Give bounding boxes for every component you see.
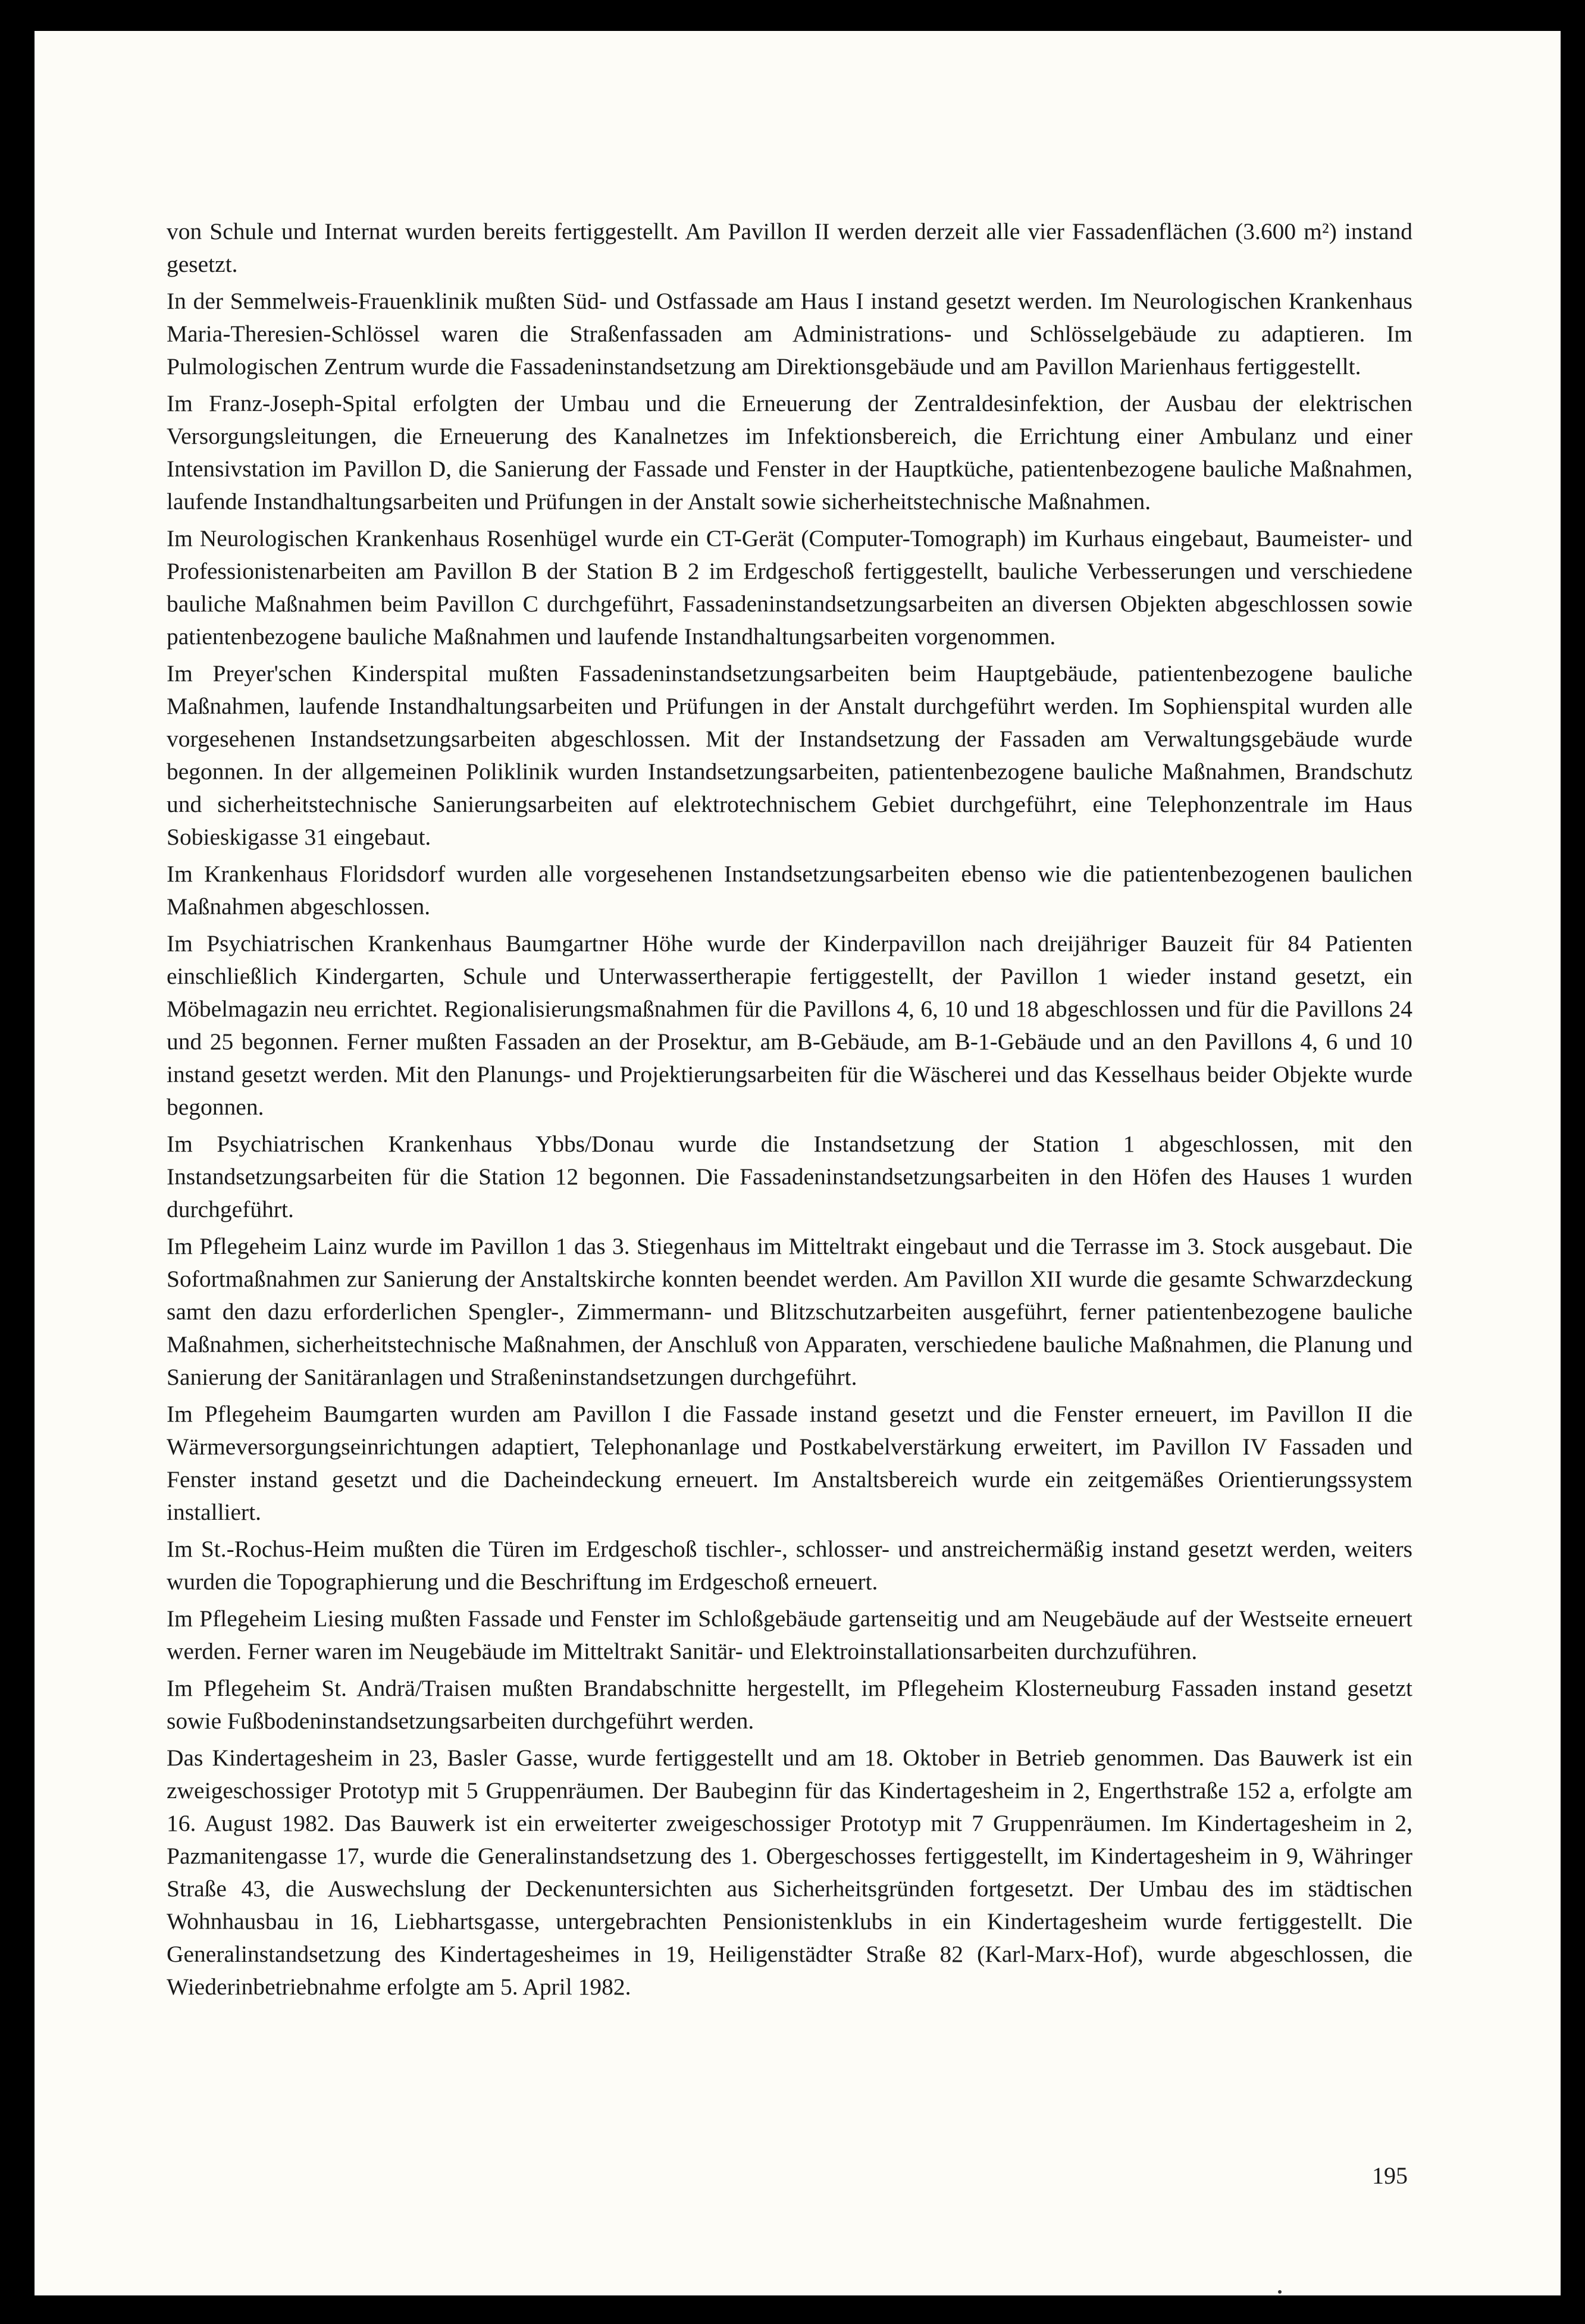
page-number: 195 [1372,2162,1408,2189]
paragraph: Im St.-Rochus-Heim mußten die Türen im Erdgeschoß tischler-, schlosser- und anstreichermäßig instand gesetzt werden, weiters wurden die Topographierung und die Beschriftung im Erdgeschoß erneuert. [167,1536,1412,1595]
paragraph: In der Semmelweis-Frauenklinik mußten Süd- und Ostfassade am Haus I instand gesetzt werden. Im Neurologischen Krankenhaus Maria-Theresien-Schlössel waren die Straßenfassaden am Administrations- und Schlösselgebäude zu adaptieren. Im Pulmologischen Zentrum wurde die Fassadeninstandsetzung am Direktionsgebäude und am Pavillon Marienhaus fertiggestellt. [167,288,1412,380]
paragraph: Im Pflegeheim Baumgarten wurden am Pavillon I die Fassade instand gesetzt und die Fenster erneuert, im Pavillon II die Wärmeversorgungseinrichtungen adaptiert, Telephonanlage und Postkabelverstärkung erweitert, im Pavillon IV Fassaden und Fenster instand gesetzt und die Dacheindeckung erneuert. Im Anstaltsbereich wurde ein zeitgemäßes Orientierungssystem installiert. [167,1401,1412,1525]
document-page [35,31,1561,2295]
paragraph: Das Kindertagesheim in 23, Basler Gasse, wurde fertiggestellt und am 18. Oktober in Betrieb genommen. Das Bauwerk ist ein zweigeschossiger Prototyp mit 5 Gruppenräumen. Der Baubeginn für das Kindertagesheim in 2, Engerthstraße 152 a, erfolgte am 16. August 1982. Das Bauwerk ist ein erweiterter zweigeschossiger Prototyp mit 7 Gruppenräumen. Im Kindertagesheim in 2, Pazmanitengasse 17, wurde die Generalinstandsetzung des 1. Obergeschosses fertiggestellt, im Kindertagesheim in 9, Währinger Straße 43, die Auswechslung der Deckenuntersichten aus Sicherheitsgründen fortgesetzt. Der Umbau des im städtischen Wohnhausbau in 16, Liebhartsgasse, untergebrachten Pensionistenklubs in ein Kindertagesheim wurde fertiggestellt. Die Generalinstandsetzung des Kindertagesheimes in 19, Heiligenstädter Straße 82 (Karl-Marx-Hof), wurde abgeschlossen, die Wiederinbetriebnahme erfolgte am 5. April 1982. [167,1745,1412,2000]
paragraph: Im Psychiatrischen Krankenhaus Ybbs/Donau wurde die Instandsetzung der Station 1 abgeschlossen, mit den Instandsetzungsarbeiten für die Station 12 begonnen. Die Fassadeninstandsetzungsarbeiten in den Höfen des Hauses 1 wurden durchgeführt. [167,1131,1412,1222]
paragraph: Im Pflegeheim Lainz wurde im Pavillon 1 das 3. Stiegenhaus im Mitteltrakt eingebaut und die Terrasse im 3. Stock ausgebaut. Die Sofortmaßnahmen zur Sanierung der Anstaltskirche konnten beendet werden. Am Pavillon XII wurde die gesamte Schwarzdeckung samt den dazu erforderlichen Spengler-, Zimmermann- und Blitzschutzarbeiten ausgeführt, ferner patientenbezogene bauliche Maßnahmen, sicherheitstechnische Maßnahmen, der Anschluß von Apparaten, verschiedene bauliche Maßnahmen, die Planung und Sanierung der Sanitäranlagen und Straßeninstandsetzungen durchgeführt. [167,1233,1412,1390]
paragraph: Im Neurologischen Krankenhaus Rosenhügel wurde ein CT-Gerät (Computer-Tomograph) im Kurhaus eingebaut, Baumeister- und Professionistenarbeiten am Pavillon B der Station B 2 im Erdgeschoß fertiggestellt, bauliche Verbesserungen und verschiedene bauliche Maßnahmen beim Pavillon C durchgeführt, Fassadeninstandsetzungsarbeiten an diversen Objekten abgeschlossen sowie patientenbezogene bauliche Maßnahmen und laufende Instandhaltungsarbeiten vorgenommen. [167,525,1412,650]
paragraph: Im Pflegeheim St. Andrä/Traisen mußten Brandabschnitte hergestellt, im Pflegeheim Klosterneuburg Fassaden instand gesetzt sowie Fußbodeninstandsetzungsarbeiten durchgeführt werden. [167,1675,1412,1734]
paragraph: Im Krankenhaus Floridsdorf wurden alle vorgesehenen Instandsetzungsarbeiten ebenso wie die patientenbezogenen baulichen Maßnahmen abgeschlossen. [167,861,1412,920]
scan-speck [1278,2290,1282,2294]
paragraph: Im Psychiatrischen Krankenhaus Baumgartner Höhe wurde der Kinderpavillon nach dreijähriger Bauzeit für 84 Patienten einschließlich Kindergarten, Schule und Unterwassertherapie fertiggestellt, der Pavillon 1 wieder instand gesetzt, ein Möbelmagazin neu errichtet. Regionalisierungsmaßnahmen für die Pavillons 4, 6, 10 und 18 abgeschlossen und für die Pavillons 24 und 25 begonnen. Ferner mußten Fassaden an der Prosektur, am B-Gebäude, am B-1-Gebäude und an den Pavillons 4, 6 und 10 instand gesetzt werden. Mit den Planungs- und Projektierungsarbeiten für die Wäscherei und das Kesselhaus beider Objekte wurde begonnen. [167,930,1412,1120]
paragraph: Im Franz-Joseph-Spital erfolgten der Umbau und die Erneuerung der Zentraldesinfektion, der Ausbau der elektrischen Versorgungsleitungen, die Erneuerung des Kanalnetzes im Infektionsbereich, die Errichtung einer Ambulanz und einer Intensivstation im Pavillon D, die Sanierung der Fassade und Fenster in der Hauptküche, patientenbezogene bauliche Maßnahmen, laufende Instandhaltungsarbeiten und Prüfungen in der Anstalt sowie sicherheitstechnische Maßnahmen. [167,390,1412,515]
paragraph: von Schule und Internat wurden bereits fertiggestellt. Am Pavillon II werden derzeit alle vier Fassadenflächen (3.600 m²) instand gesetzt. [167,218,1412,277]
body-text [167,215,1412,2008]
paragraph: Im Preyer'schen Kinderspital mußten Fassadeninstandsetzungsarbeiten beim Hauptgebäude, patientenbezogene bauliche Maßnahmen, laufende Instandhaltungsarbeiten und Prüfungen in der Anstalt durchgeführt werden. Im Sophienspital wurden alle vorgesehenen Instandsetzungsarbeiten abgeschlossen. Mit der Instandsetzung der Fassaden am Verwaltungsgebäude wurde begonnen. In der allgemeinen Poliklinik wurden Instandsetzungsarbeiten, patientenbezogene bauliche Maßnahmen, Brandschutz und sicherheitstechnische Sanierungsarbeiten auf elektrotechnischem Gebiet durchgeführt, eine Telephonzentrale im Haus Sobieskigasse 31 eingebaut. [167,660,1412,850]
paragraph: Im Pflegeheim Liesing mußten Fassade und Fenster im Schloßgebäude gartenseitig und am Neugebäude auf der Westseite erneuert werden. Ferner waren im Neugebäude im Mitteltrakt Sanitär- und Elektroinstallationsarbeiten durchzuführen. [167,1605,1412,1664]
